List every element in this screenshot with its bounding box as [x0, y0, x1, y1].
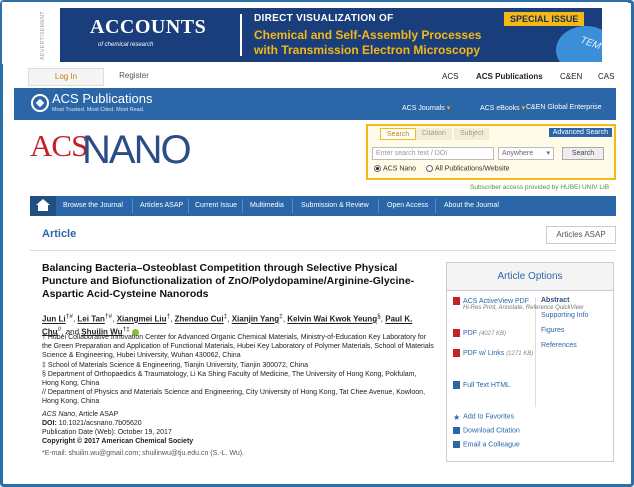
- download-citation-link[interactable]: [453, 427, 520, 434]
- acs-header-bar: [14, 88, 616, 120]
- email-colleague-label: Email a Colleague: [463, 441, 520, 449]
- journal-name: ACS Nano: [42, 411, 76, 418]
- menu-acs-ebooks[interactable]: [480, 104, 525, 112]
- author-link[interactable]: Kelvin Wai Kwok Yeung: [287, 314, 378, 324]
- author-email[interactable]: *E-mail: shuilin.wu@gmail.com; shuilinwu@tju.edu.cn (S.-L. Wu).: [42, 450, 244, 457]
- download-citation-label: Download Citation: [463, 427, 520, 435]
- nav-divider: [435, 199, 436, 213]
- radio-dot: [426, 165, 433, 172]
- nav-divider: [188, 199, 189, 213]
- ad-line3: with Transmission Electron Microscopy: [254, 43, 481, 57]
- article-content: [30, 220, 616, 470]
- logo-acs: ACS: [30, 128, 88, 163]
- author-link[interactable]: Zhenduo Cui: [174, 314, 224, 324]
- affiliation: † Hubei Collaborative Innovation Center for Advanced Organic Chemical Materials, Ministry-of-Education Key Laboratory for the Green Preparation and Application of Functional Materials, Hubei Key Laboratory of Polymer Materials, School of Materials Science & Engineering, Hubei University, Wuhan 430062, China: [42, 334, 434, 359]
- nav-open-access[interactable]: Open Access: [387, 202, 429, 209]
- radio-acs-nano[interactable]: [374, 165, 416, 172]
- affiliation: // Department of Physics and Materials Science and Engineering, City University of Hong Kong, Tat Chee Avenue, Kowloon, Hong Kong, China: [42, 389, 426, 405]
- search-input[interactable]: Enter search text / DOI: [372, 147, 494, 160]
- nav-divider: [378, 199, 379, 213]
- author-affil-mark: †#: [104, 313, 113, 320]
- pdf-links-size: (1271 KB): [506, 350, 534, 357]
- add-to-favorites-label: Add to Favorites: [463, 413, 515, 421]
- author-link[interactable]: Xiangmei Liu: [116, 314, 167, 324]
- main-nav: [30, 196, 616, 216]
- tem-label: TEM: [578, 34, 602, 53]
- tab-citation[interactable]: Citation: [416, 128, 452, 140]
- radio-all-publications[interactable]: [426, 165, 510, 172]
- affiliation: ‡ School of Materials Science & Engineering, Tianjin University, Tianjin 300072, China: [42, 362, 309, 369]
- menu-acs-journals[interactable]: [402, 104, 450, 112]
- author-affil-mark: †#: [65, 313, 73, 320]
- ad-banner[interactable]: [60, 8, 602, 62]
- author-list: Jun Li†#, Lei Tan†#, Xiangmei Liu†, Zhenduo Cui‡, Xianjin Yang‡, Kelvin Wai Kwok Yeung§, Paul K. Chu//, and Shuilin Wu†‡: [42, 313, 413, 337]
- ad-badge: SPECIAL ISSUE: [504, 12, 584, 26]
- star-icon: ★: [453, 413, 461, 422]
- nav-articles-asap[interactable]: Articles ASAP: [140, 202, 184, 209]
- divider: [30, 250, 616, 251]
- home-icon[interactable]: [30, 196, 56, 216]
- author-affil-mark: †: [166, 313, 171, 320]
- top-link-acs[interactable]: ACS: [442, 72, 459, 81]
- author-affil-mark: //: [57, 325, 62, 333]
- download-icon: [453, 427, 460, 434]
- copyright: Copyright © 2017 American Chemical Society: [42, 438, 194, 445]
- pdf-icon: [453, 297, 460, 305]
- email-colleague-link[interactable]: [453, 441, 520, 448]
- author-link[interactable]: Paul K. Chu: [42, 314, 413, 337]
- activeview-label: ACS ActiveView PDF: [463, 297, 530, 305]
- pdf-with-links-link[interactable]: [453, 349, 533, 357]
- pdf-size: (4027 KB): [478, 330, 506, 337]
- search-scope-value: Anywhere: [502, 150, 534, 157]
- author-affil-mark: ‡: [279, 313, 283, 320]
- ad-bar: [2, 2, 628, 64]
- ad-brand-sub: of chemical research: [98, 42, 154, 48]
- activeview-sub: Hi-Res Print, Annotate, Reference QuickView: [463, 305, 584, 311]
- top-link-cen[interactable]: C&EN: [560, 72, 583, 81]
- fulltext-label: Full Text HTML: [463, 381, 510, 389]
- author-link[interactable]: Shuilin Wu: [81, 327, 123, 337]
- pdf-link[interactable]: [453, 329, 506, 337]
- figures-link[interactable]: Figures: [541, 327, 565, 334]
- tab-search[interactable]: Search: [380, 128, 416, 140]
- doi-label: DOI:: [42, 420, 57, 427]
- top-link-cas[interactable]: CAS: [598, 72, 615, 81]
- doi-value[interactable]: 10.1021/acsnano.7b05620: [58, 420, 142, 427]
- chevron-down-icon: ▾: [521, 105, 526, 112]
- logo-nano: NANO: [82, 128, 190, 172]
- menu-cen-global[interactable]: C&EN Global Enterprise: [526, 104, 602, 111]
- add-to-favorites-link[interactable]: [453, 413, 514, 420]
- author-link[interactable]: Jun Li: [42, 314, 66, 324]
- abstract-link[interactable]: Abstract: [541, 297, 570, 304]
- options-section-links: [541, 297, 588, 357]
- article-heading: Article: [42, 228, 77, 240]
- top-link-acs-publications[interactable]: ACS Publications: [476, 72, 543, 81]
- options-divider: [535, 297, 536, 407]
- nav-divider: [242, 199, 243, 213]
- radio-dot-selected: [374, 165, 381, 172]
- author-affil-mark: †‡: [122, 325, 130, 333]
- nav-multimedia[interactable]: Multimedia: [250, 202, 284, 209]
- acs-logo-icon[interactable]: [31, 94, 49, 112]
- full-text-html-link[interactable]: [453, 381, 510, 389]
- nav-submission-review[interactable]: Submission & Review: [301, 202, 369, 209]
- publication-date: Publication Date (Web): October 19, 2017: [42, 429, 172, 436]
- nav-divider: [132, 199, 133, 213]
- register-link[interactable]: Register: [119, 71, 149, 80]
- articles-asap-button[interactable]: Articles ASAP: [546, 226, 616, 244]
- author-link[interactable]: Lei Tan: [77, 314, 105, 324]
- citation-doi: [42, 419, 434, 428]
- menu-acs-journals-label: ACS Journals: [402, 105, 445, 112]
- ad-divider: [240, 14, 242, 56]
- nav-browse-journal[interactable]: Browse the Journal: [63, 202, 123, 209]
- ad-line2: Chemical and Self-Assembly Processes: [254, 28, 482, 42]
- affiliation: § Department of Orthopaedics & Traumatology, Li Ka Shing Faculty of Medicine, The University of Hong Kong, Pokfulam, Hong Kong, China: [42, 371, 417, 387]
- email-icon: [453, 441, 460, 448]
- search-button[interactable]: Search: [562, 147, 604, 160]
- top-nav: [14, 68, 616, 86]
- login-link[interactable]: Log In: [28, 68, 104, 86]
- author-link[interactable]: Xianjin Yang: [231, 314, 280, 324]
- references-link[interactable]: References: [541, 342, 577, 349]
- subscriber-access-note: Subscriber access provided by HUBEI UNIV LIB: [470, 184, 610, 191]
- chevron-down-icon: ▾: [446, 105, 451, 112]
- pdf-label: PDF: [463, 329, 477, 337]
- ad-line1: DIRECT VISUALIZATION OF: [254, 13, 394, 24]
- citation-block: [42, 410, 434, 446]
- author-affil-mark: §: [377, 313, 381, 320]
- tab-subject[interactable]: Subject: [454, 128, 489, 140]
- article-title: Balancing Bacteria–Osteoblast Competition through Selective Physical Puncture and Biofunctionalization of ZnO/Polydopamine/Arginine-Glycine-Aspartic Acid-Cysteine Nanorods: [42, 262, 415, 300]
- article-options-heading: Article Options: [447, 263, 613, 291]
- menu-acs-ebooks-label: ACS eBooks: [480, 105, 520, 112]
- citation-journal: [42, 410, 434, 419]
- radio-acs-nano-label: ACS Nano: [383, 165, 417, 173]
- ad-label: ADVERTISEMENT: [40, 11, 46, 60]
- article-options-panel: [446, 262, 614, 462]
- chevron-down-icon: ▾: [546, 150, 550, 157]
- pdf-icon: [453, 349, 460, 357]
- supporting-info-link[interactable]: Supporting Info: [541, 312, 589, 319]
- radio-all-publications-label: All Publications/Website: [435, 165, 510, 173]
- nav-divider: [292, 199, 293, 213]
- html-icon: [453, 381, 460, 389]
- ad-brand: ACCOUNTS: [90, 16, 207, 38]
- acs-tagline: Most Trusted. Most Cited. Most Read.: [52, 107, 145, 113]
- advanced-search-link[interactable]: Advanced Search: [549, 128, 612, 137]
- pdf-icon: [453, 329, 460, 337]
- acs-publications-logo[interactable]: ACS Publications: [52, 91, 153, 106]
- nav-about-journal[interactable]: About the Journal: [444, 202, 499, 209]
- search-box: [366, 124, 616, 180]
- pdf-links-label: PDF w/ Links: [463, 349, 505, 357]
- search-scope-select[interactable]: [498, 147, 554, 160]
- author-affil-mark: ‡: [223, 313, 228, 320]
- citation-status: , Article ASAP: [75, 411, 119, 418]
- nav-current-issue[interactable]: Current Issue: [195, 202, 238, 209]
